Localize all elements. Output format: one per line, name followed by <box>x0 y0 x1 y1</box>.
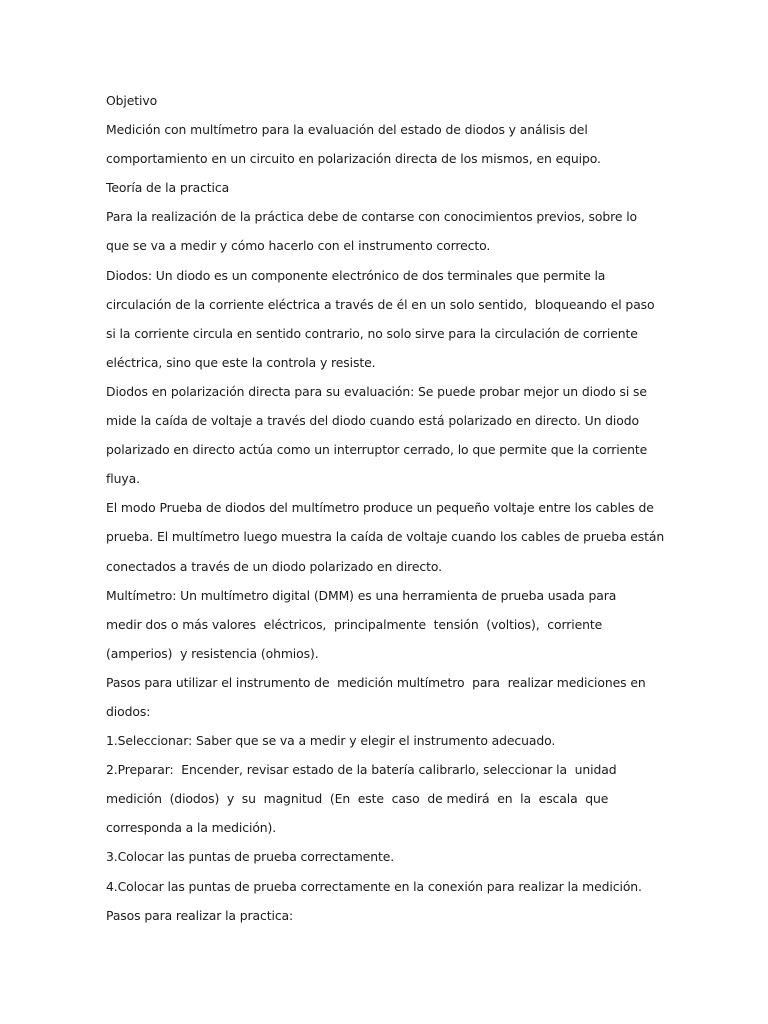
heading-pasos-practica: Pasos para realizar la practica: <box>106 907 294 923</box>
text-line: conectados a través de un diodo polarizado en directo. <box>106 558 442 574</box>
step-line: medición (diodos) y su magnitud (En este caso de medirá en la escala que <box>106 791 609 807</box>
text-line: Medición con multímetro para la evaluación del estado de diodos y análisis del <box>106 122 588 138</box>
step-line: corresponda a la medición). <box>106 820 277 836</box>
text-line: diodos: <box>106 703 151 719</box>
text-line: mide la caída de voltaje a través del diodo cuando está polarizado en directo. Un diodo <box>106 413 640 429</box>
text-line: fluya. <box>106 471 140 487</box>
step-line: 1.Seleccionar: Saber que se va a medir y elegir el instrumento adecuado. <box>106 733 556 749</box>
step-line: 3.Colocar las puntas de prueba correctamente. <box>106 849 395 865</box>
text-line: polarizado en directo actúa como un interruptor cerrado, lo que permite que la corriente <box>106 442 648 458</box>
text-line: comportamiento en un circuito en polarización directa de los mismos, en equipo. <box>106 151 601 167</box>
text-line: Diodos en polarización directa para su evaluación: Se puede probar mejor un diodo si se <box>106 383 647 399</box>
text-line: que se va a medir y cómo hacerlo con el instrumento correcto. <box>106 238 491 254</box>
step-line: 4.Colocar las puntas de prueba correctamente en la conexión para realizar la medición. <box>106 878 642 894</box>
text-line: Diodos: Un diodo es un componente electrónico de dos terminales que permite la <box>106 267 606 283</box>
text-line: prueba. El multímetro luego muestra la caída de voltaje cuando los cables de prueba están <box>106 529 665 545</box>
heading-objetivo: Objetivo <box>106 93 158 108</box>
text-line: circulación de la corriente eléctrica a través de él en un solo sentido, bloqueando el paso <box>106 296 655 312</box>
text-line: medir dos o más valores eléctricos, principalmente tensión (voltios), corriente <box>106 616 603 632</box>
text-line: si la corriente circula en sentido contrario, no solo sirve para la circulación de corriente <box>106 325 638 341</box>
text-line: eléctrica, sino que este la controla y resiste. <box>106 354 376 370</box>
text-line: (amperios) y resistencia (ohmios). <box>106 645 319 661</box>
step-line: 2.Preparar: Encender, revisar estado de la batería calibrarlo, seleccionar la unidad <box>106 762 617 778</box>
heading-teoria: Teoría de la practica <box>106 180 230 196</box>
text-line: Para la realización de la práctica debe de contarse con conocimientos previos, sobre lo <box>106 209 638 225</box>
document-body <box>106 86 665 930</box>
text-line: Pasos para utilizar el instrumento de medición multímetro para realizar mediciones en <box>106 674 646 690</box>
text-line: Multímetro: Un multímetro digital (DMM) es una herramienta de prueba usada para <box>106 587 617 603</box>
text-line: El modo Prueba de diodos del multímetro produce un pequeño voltaje entre los cables de <box>106 500 654 516</box>
